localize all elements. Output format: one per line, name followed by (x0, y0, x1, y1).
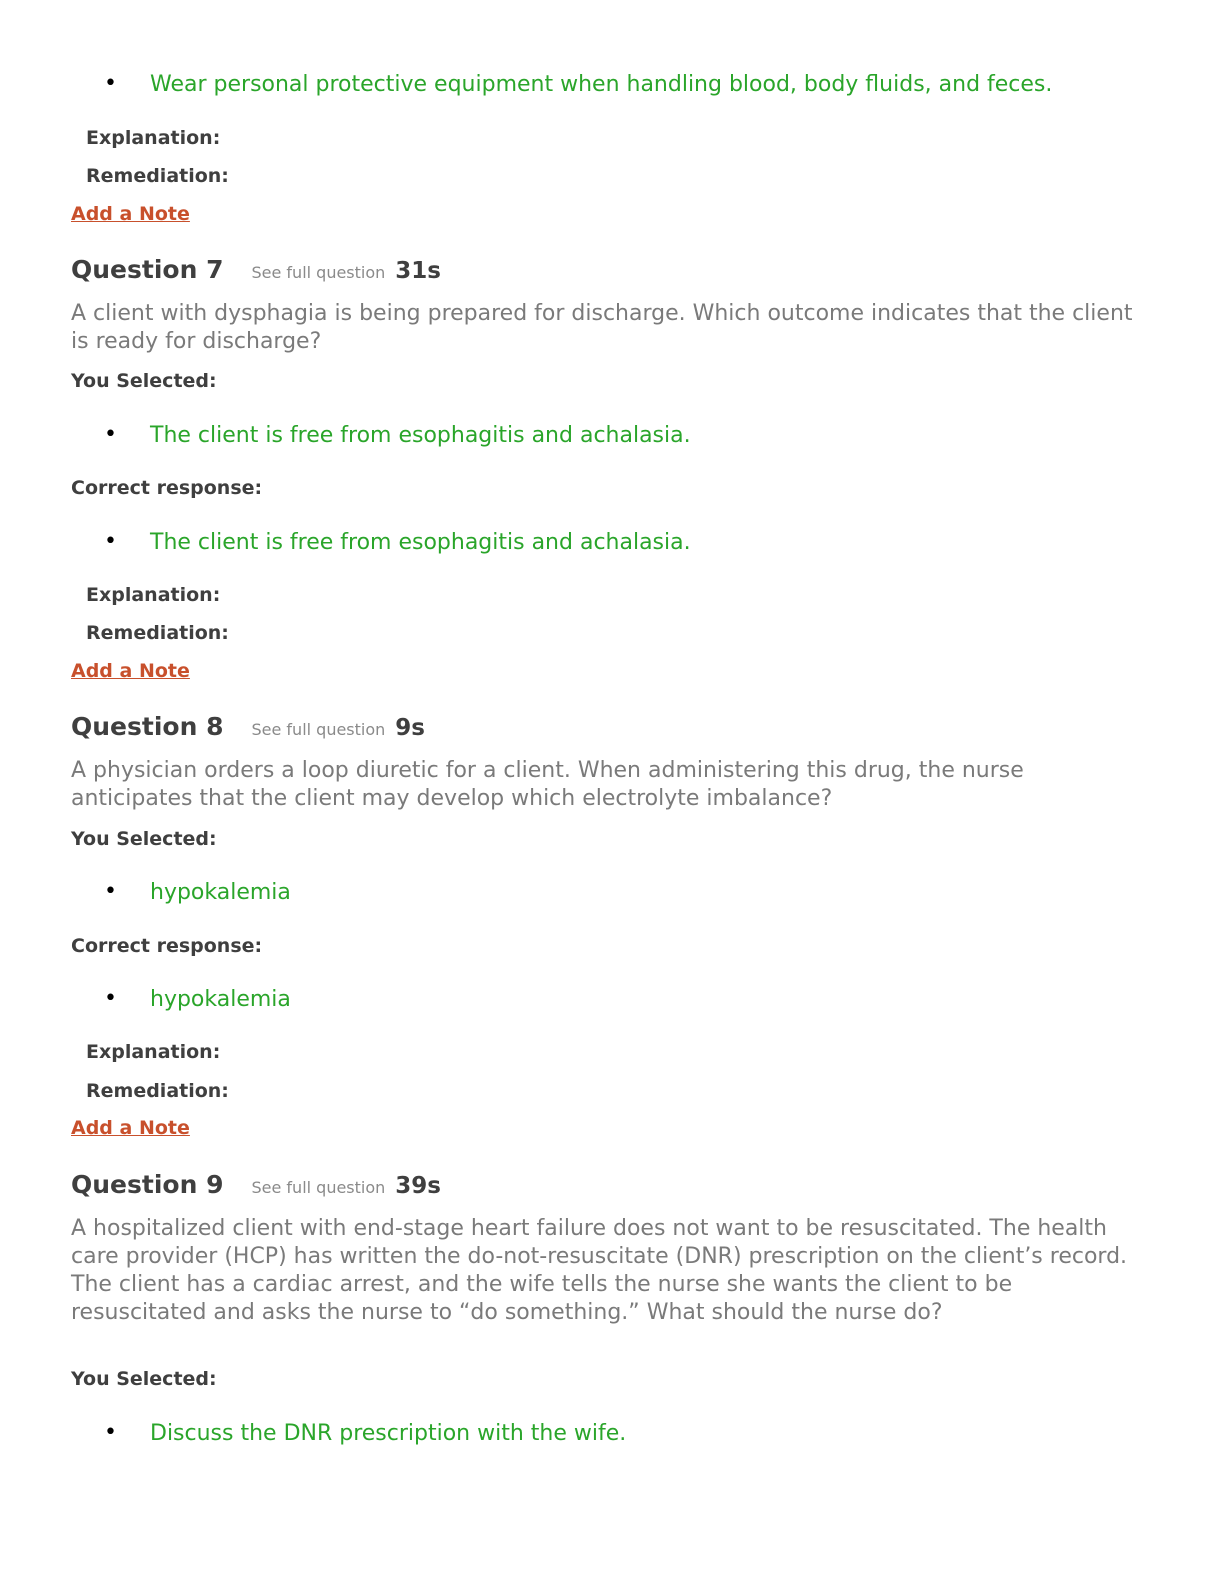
question-time: 31s (395, 258, 441, 284)
you-selected-label: You Selected: (71, 370, 217, 392)
add-note-link[interactable]: Add a Note (71, 203, 190, 225)
bullet-icon: • (104, 1420, 117, 1445)
selected-answer: Discuss the DNR prescription with the wife. (150, 1421, 627, 1446)
bullet-icon: • (104, 986, 117, 1011)
selected-answer: hypokalemia (150, 880, 291, 905)
question-text: A physician orders a loop diuretic for a client. When administering this drug, the nurse anticipates that the client may develop which electrolyte imbalance? (71, 758, 1024, 811)
you-selected-label: You Selected: (71, 1368, 217, 1390)
question-title: Question 8 (71, 712, 224, 741)
see-full-question-link[interactable]: See full question (251, 1178, 386, 1197)
remediation-label: Remediation: (86, 1080, 229, 1102)
bullet-icon: • (104, 879, 117, 904)
question-8-header (71, 712, 425, 741)
question-9-header (71, 1170, 441, 1199)
question-title: Question 9 (71, 1170, 224, 1199)
bullet-icon: • (104, 422, 117, 447)
explanation-label: Explanation: (86, 1041, 221, 1063)
correct-response-label: Correct response: (71, 935, 263, 957)
previous-answer: Wear personal protective equipment when handling blood, body fluids, and feces. (150, 72, 1053, 97)
you-selected-label: You Selected: (71, 828, 217, 850)
selected-answer: The client is free from esophagitis and achalasia. (150, 423, 691, 448)
question-text: A client with dysphagia is being prepared for discharge. Which outcome indicates that the client is ready for discharge? (71, 301, 1133, 354)
see-full-question-link[interactable]: See full question (251, 720, 386, 739)
question-7-header (71, 255, 441, 284)
correct-answer: The client is free from esophagitis and achalasia. (150, 530, 691, 555)
bullet-icon: • (104, 71, 117, 96)
remediation-label: Remediation: (86, 622, 229, 644)
question-time: 9s (395, 715, 425, 741)
add-note-link[interactable]: Add a Note (71, 660, 190, 682)
remediation-label: Remediation: (86, 165, 229, 187)
question-time: 39s (395, 1173, 441, 1199)
see-full-question-link[interactable]: See full question (251, 263, 386, 282)
question-text: A hospitalized client with end-stage heart failure does not want to be resuscitated. The health care provider (HCP) has written the do-not-resuscitate (DNR) prescription on the client’s record. The client has a cardiac arrest, and the wife tells the nurse she wants the client to be resuscitated and asks the nurse to “do something.” What should the nurse do? (71, 1216, 1128, 1325)
question-title: Question 7 (71, 255, 224, 284)
add-note-link[interactable]: Add a Note (71, 1117, 190, 1139)
explanation-label: Explanation: (86, 127, 221, 149)
bullet-icon: • (104, 529, 117, 554)
explanation-label: Explanation: (86, 584, 221, 606)
correct-answer: hypokalemia (150, 987, 291, 1012)
correct-response-label: Correct response: (71, 477, 263, 499)
